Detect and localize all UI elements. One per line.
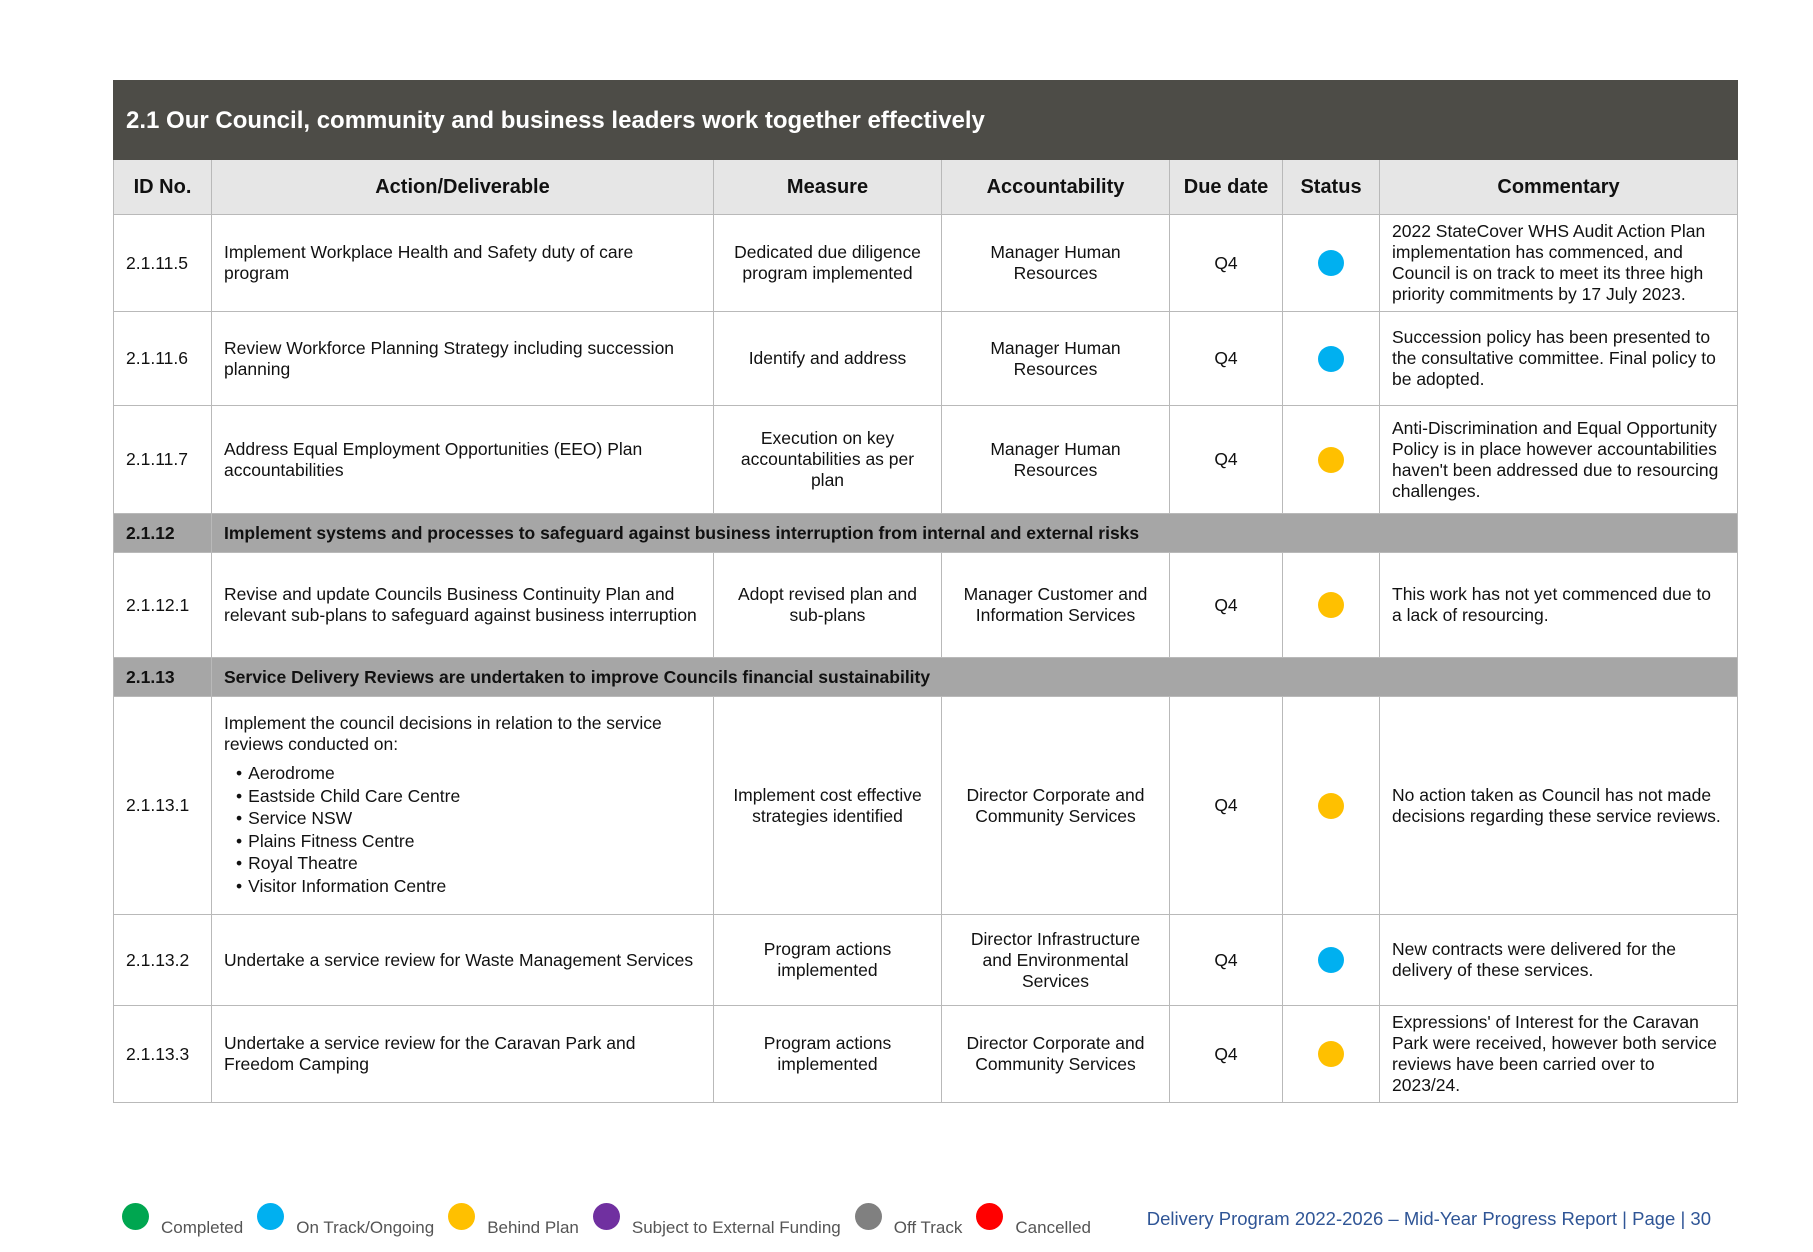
header-row bbox=[114, 160, 1738, 215]
legend-label: Subject to External Funding bbox=[631, 1218, 841, 1237]
row-accountability: Director Corporate and Community Services bbox=[942, 1006, 1170, 1103]
header-action: Action/Deliverable bbox=[212, 160, 714, 215]
status-dot-icon bbox=[1318, 447, 1344, 473]
list-item: • Plains Fitness Centre bbox=[236, 831, 701, 852]
header-commentary: Commentary bbox=[1380, 160, 1738, 215]
legend-item-behind-plan bbox=[448, 1210, 579, 1237]
row-commentary: Anti-Discrimination and Equal Opportunity Policy is in place however accountabilities haven't been addressed due to resourcing challenges. bbox=[1380, 406, 1738, 514]
row-id: 2.1.11.7 bbox=[114, 406, 212, 514]
status-dot-icon bbox=[1318, 346, 1344, 372]
table-row bbox=[114, 553, 1738, 658]
section-title: 2.1 Our Council, community and business leaders work together effectively bbox=[114, 81, 1738, 160]
status-dot-icon bbox=[1318, 1041, 1344, 1067]
progress-table bbox=[113, 80, 1738, 1103]
row-accountability: Director Corporate and Community Services bbox=[942, 697, 1170, 915]
legend-item-off-track bbox=[855, 1210, 963, 1237]
yellow-dot-icon bbox=[448, 1203, 475, 1230]
row-status bbox=[1283, 406, 1380, 514]
list-item: • Eastside Child Care Centre bbox=[236, 786, 701, 807]
header-accountability: Accountability bbox=[942, 160, 1170, 215]
row-due-date: Q4 bbox=[1170, 312, 1283, 406]
row-action: Review Workforce Planning Strategy including succession planning bbox=[212, 312, 714, 406]
row-measure: Dedicated due diligence program implemented bbox=[714, 215, 942, 312]
red-dot-icon bbox=[976, 1203, 1003, 1230]
row-status bbox=[1283, 1006, 1380, 1103]
row-due-date: Q4 bbox=[1170, 1006, 1283, 1103]
status-legend bbox=[122, 1207, 1105, 1239]
row-commentary: This work has not yet commenced due to a lack of resourcing. bbox=[1380, 553, 1738, 658]
row-accountability: Director Infrastructure and Environmental Services bbox=[942, 915, 1170, 1006]
page-footer: Delivery Program 2022-2026 – Mid-Year Progress Report | Page | 30 bbox=[1146, 1208, 1711, 1229]
subsection-id: 2.1.13 bbox=[114, 658, 212, 697]
grey-dot-icon bbox=[855, 1203, 882, 1230]
status-dot-icon bbox=[1318, 250, 1344, 276]
row-id: 2.1.13.2 bbox=[114, 915, 212, 1006]
row-accountability: Manager Human Resources bbox=[942, 406, 1170, 514]
row-id: 2.1.13.1 bbox=[114, 697, 212, 915]
row-accountability: Manager Human Resources bbox=[942, 215, 1170, 312]
list-item: • Visitor Information Centre bbox=[236, 876, 701, 897]
purple-dot-icon bbox=[593, 1203, 620, 1230]
status-dot-icon bbox=[1318, 947, 1344, 973]
row-status bbox=[1283, 215, 1380, 312]
row-due-date: Q4 bbox=[1170, 215, 1283, 312]
row-status bbox=[1283, 697, 1380, 915]
header-status: Status bbox=[1283, 160, 1380, 215]
service-list bbox=[224, 763, 701, 897]
blue-dot-icon bbox=[257, 1203, 284, 1230]
row-id: 2.1.11.6 bbox=[114, 312, 212, 406]
row-status bbox=[1283, 553, 1380, 658]
legend-label: Cancelled bbox=[1015, 1218, 1091, 1237]
row-measure: Adopt revised plan and sub-plans bbox=[714, 553, 942, 658]
row-status bbox=[1283, 312, 1380, 406]
header-due-date: Due date bbox=[1170, 160, 1283, 215]
row-commentary: No action taken as Council has not made decisions regarding these service reviews. bbox=[1380, 697, 1738, 915]
row-status bbox=[1283, 915, 1380, 1006]
table-row bbox=[114, 1006, 1738, 1103]
row-due-date: Q4 bbox=[1170, 915, 1283, 1006]
table-row bbox=[114, 312, 1738, 406]
legend-item-completed bbox=[122, 1210, 243, 1237]
subsection-id: 2.1.12 bbox=[114, 514, 212, 553]
row-due-date: Q4 bbox=[1170, 553, 1283, 658]
row-action: Undertake a service review for Waste Management Services bbox=[212, 915, 714, 1006]
subsection-title: Service Delivery Reviews are undertaken to improve Councils financial sustainability bbox=[212, 658, 1738, 697]
header-id: ID No. bbox=[114, 160, 212, 215]
subsection-row bbox=[114, 658, 1738, 697]
row-measure: Identify and address bbox=[714, 312, 942, 406]
table-row bbox=[114, 915, 1738, 1006]
row-commentary: New contracts were delivered for the delivery of these services. bbox=[1380, 915, 1738, 1006]
row-commentary: Succession policy has been presented to the consultative committee. Final policy to be adopted. bbox=[1380, 312, 1738, 406]
row-action: Implement Workplace Health and Safety duty of care program bbox=[212, 215, 714, 312]
row-accountability: Manager Human Resources bbox=[942, 312, 1170, 406]
row-measure: Implement cost effective strategies identified bbox=[714, 697, 942, 915]
row-commentary: 2022 StateCover WHS Audit Action Plan implementation has commenced, and Council is on track to meet its three high priority commitments by 17 July 2023. bbox=[1380, 215, 1738, 312]
row-measure: Execution on key accountabilities as per plan bbox=[714, 406, 942, 514]
row-id: 2.1.12.1 bbox=[114, 553, 212, 658]
row-action: Undertake a service review for the Caravan Park and Freedom Camping bbox=[212, 1006, 714, 1103]
legend-label: On Track/Ongoing bbox=[296, 1218, 435, 1237]
header-measure: Measure bbox=[714, 160, 942, 215]
status-dot-icon bbox=[1318, 592, 1344, 618]
row-action: Revise and update Councils Business Continuity Plan and relevant sub-plans to safeguard against business interruption bbox=[212, 553, 714, 658]
legend-label: Behind Plan bbox=[487, 1218, 579, 1237]
row-action bbox=[212, 697, 714, 915]
row-due-date: Q4 bbox=[1170, 406, 1283, 514]
legend-item-cancelled bbox=[976, 1210, 1091, 1237]
status-dot-icon bbox=[1318, 793, 1344, 819]
table-row bbox=[114, 215, 1738, 312]
row-accountability: Manager Customer and Information Services bbox=[942, 553, 1170, 658]
row-due-date: Q4 bbox=[1170, 697, 1283, 915]
row-measure: Program actions implemented bbox=[714, 1006, 942, 1103]
table-row bbox=[114, 697, 1738, 915]
subsection-title: Implement systems and processes to safeguard against business interruption from internal and external risks bbox=[212, 514, 1738, 553]
legend-item-on-track bbox=[257, 1210, 434, 1237]
section-title-row bbox=[114, 81, 1738, 160]
list-item: • Aerodrome bbox=[236, 763, 701, 784]
table-row bbox=[114, 406, 1738, 514]
row-id: 2.1.13.3 bbox=[114, 1006, 212, 1103]
list-item: • Royal Theatre bbox=[236, 853, 701, 874]
row-action-text: Implement the council decisions in relation to the service reviews conducted on: bbox=[224, 713, 662, 754]
row-commentary: Expressions' of Interest for the Caravan Park were received, however both service reviews have been carried over to 2023/24. bbox=[1380, 1006, 1738, 1103]
green-dot-icon bbox=[122, 1203, 149, 1230]
row-measure: Program actions implemented bbox=[714, 915, 942, 1006]
legend-label: Completed bbox=[161, 1218, 244, 1237]
row-id: 2.1.11.5 bbox=[114, 215, 212, 312]
legend-item-external-funding bbox=[593, 1210, 841, 1237]
legend-label: Off Track bbox=[893, 1218, 963, 1237]
row-action: Address Equal Employment Opportunities (EEO) Plan accountabilities bbox=[212, 406, 714, 514]
list-item: • Service NSW bbox=[236, 808, 701, 829]
subsection-row bbox=[114, 514, 1738, 553]
